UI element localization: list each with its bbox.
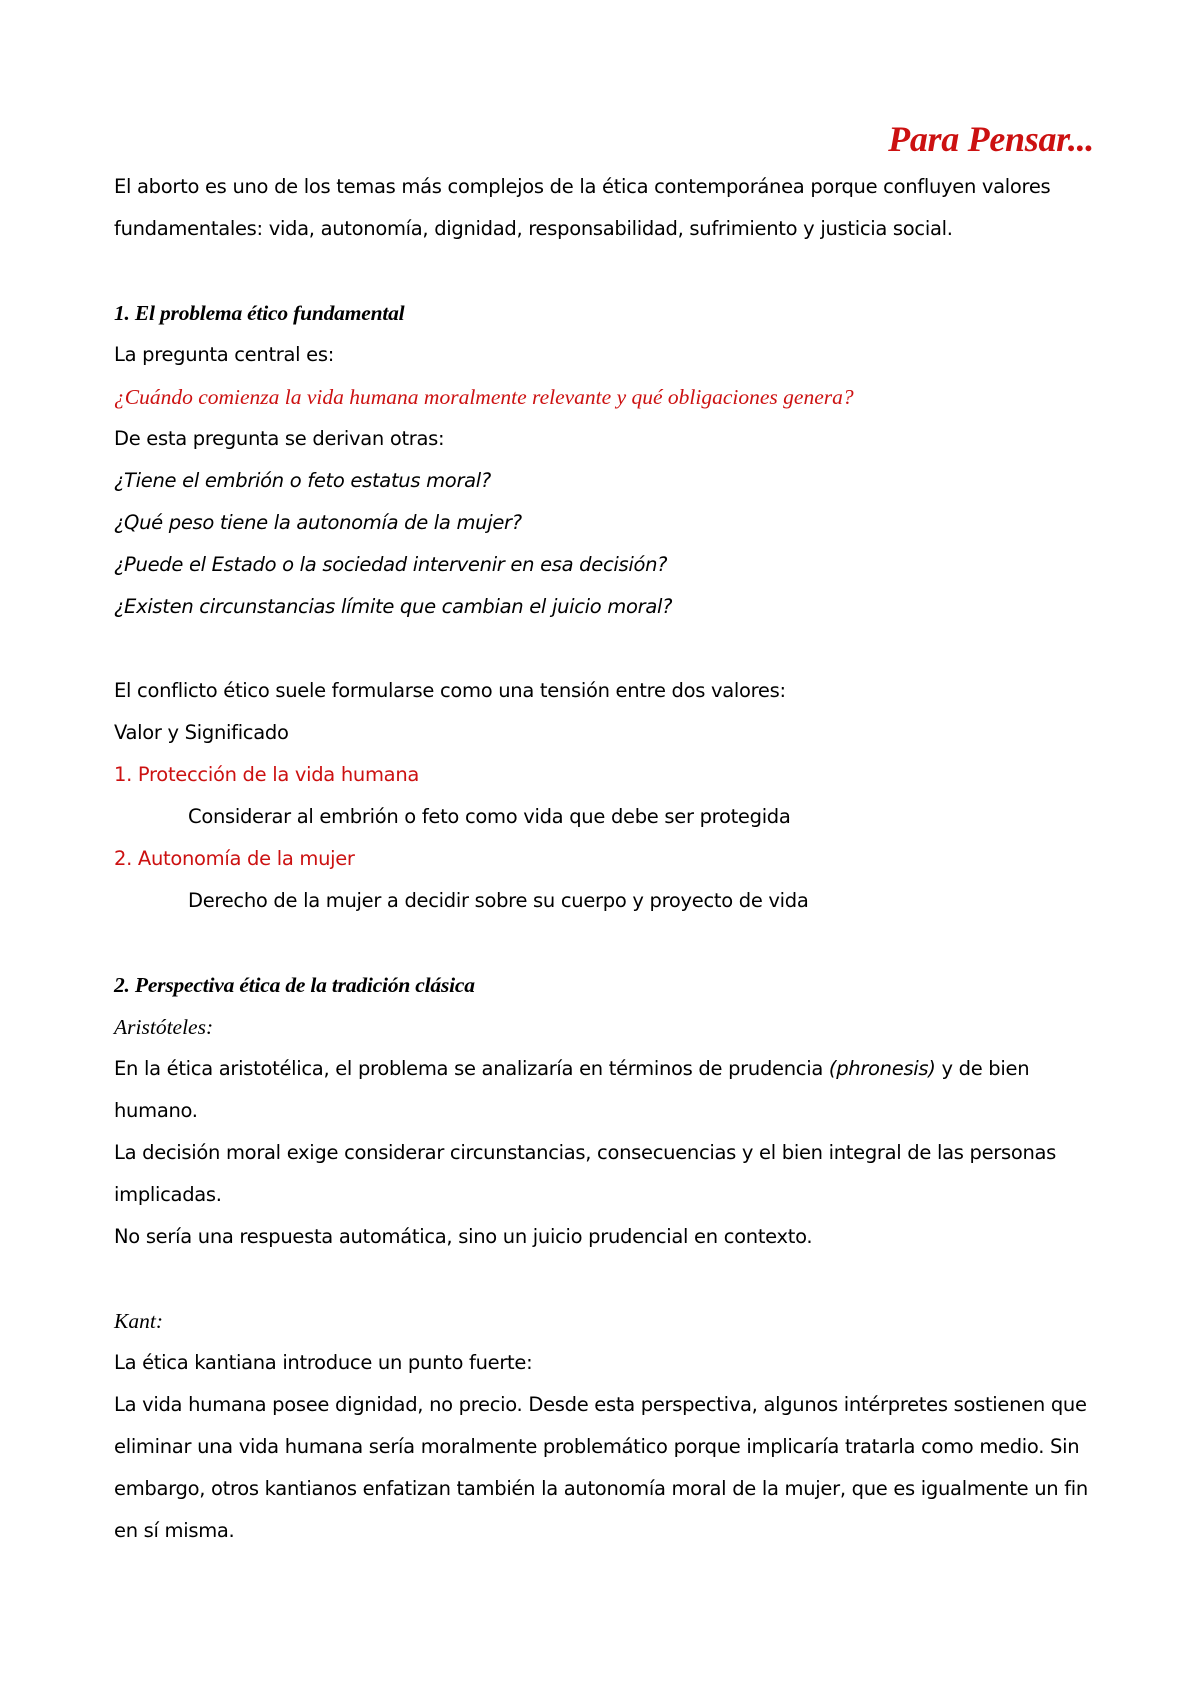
phronesis-term: (phronesis) <box>828 1057 936 1080</box>
page-title: Para Pensar... <box>888 119 1094 159</box>
value-label: 2. Autonomía de la mujer <box>114 847 355 870</box>
kant-paragraph-2: La vida humana posee dignidad, no precio. Desde esta perspectiva, algunos intérpretes sostienen que eliminar una vida humana sería moralmente problemático porque implicaría tratarla como medio. Sin embargo, otros kantianos enfatizan también la autonomía moral de la mujer, que es igualmente un fin en sí misma. <box>114 1393 1088 1542</box>
spacer <box>114 250 1094 292</box>
aristotle-text-b: y de bien humano. <box>114 1057 1030 1122</box>
value-meaning: Considerar al embrión o feto como vida que debe ser protegida <box>188 805 791 828</box>
derived-question: ¿Qué peso tiene la autonomía de la mujer? <box>114 511 522 534</box>
aristotle-paragraph-1 <box>114 1048 1094 1132</box>
kant-subheading: Kant: <box>114 1309 163 1333</box>
spacer <box>114 1258 1094 1300</box>
central-question-lead: La pregunta central es: <box>114 343 334 366</box>
central-question: ¿Cuándo comienza la vida humana moralmente relevante y qué obligaciones genera? <box>114 385 854 409</box>
aristotle-subheading: Aristóteles: <box>114 1015 214 1039</box>
aristotle-paragraph-3: No sería una respuesta automática, sino un juicio prudencial en contexto. <box>114 1225 813 1248</box>
derived-question: ¿Tiene el embrión o feto estatus moral? <box>114 469 491 492</box>
derived-questions-lead: De esta pregunta se derivan otras: <box>114 427 445 450</box>
value-meaning: Derecho de la mujer a decidir sobre su cuerpo y proyecto de vida <box>188 889 809 912</box>
spacer <box>114 922 1094 964</box>
intro-paragraph: El aborto es uno de los temas más complejos de la ética contemporánea porque confluyen valores fundamentales: vida, autonomía, dignidad, responsabilidad, sufrimiento y justicia social. <box>114 175 1051 240</box>
values-table-header: Valor y Significado <box>114 721 289 744</box>
derived-question: ¿Existen circunstancias límite que cambian el juicio moral? <box>114 595 673 618</box>
aristotle-text-a: En la ética aristotélica, el problema se analizaría en términos de prudencia <box>114 1057 829 1080</box>
value-label: 1. Protección de la vida humana <box>114 763 420 786</box>
aristotle-paragraph-2: La decisión moral exige considerar circunstancias, consecuencias y el bien integral de las personas implicadas. <box>114 1141 1057 1206</box>
spacer <box>114 628 1094 670</box>
document-body <box>114 114 1094 1552</box>
section-2-heading: 2. Perspectiva ética de la tradición clásica <box>114 973 475 997</box>
section-1-heading: 1. El problema ético fundamental <box>114 301 405 325</box>
kant-paragraph-1: La ética kantiana introduce un punto fuerte: <box>114 1351 533 1374</box>
derived-question: ¿Puede el Estado o la sociedad intervenir en esa decisión? <box>114 553 668 576</box>
conflict-lead: El conflicto ético suele formularse como una tensión entre dos valores: <box>114 679 786 702</box>
